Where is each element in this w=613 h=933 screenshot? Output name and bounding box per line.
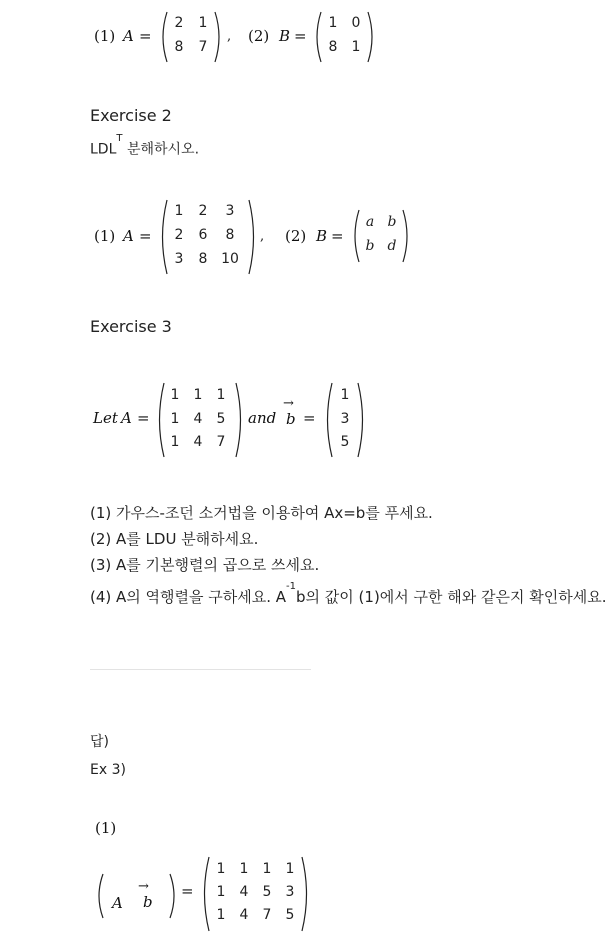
and-word: and	[248, 409, 277, 427]
matrix-cell: b	[387, 214, 397, 230]
equals-sign: =	[181, 882, 194, 900]
label-part-1: (1)	[94, 227, 116, 245]
matrix-cell: 5	[216, 411, 226, 427]
matrix-cell: 10	[221, 251, 239, 267]
matrix-cell: 7	[198, 39, 208, 55]
matrix-cell: 7	[216, 434, 226, 450]
matrix-cell: 3	[285, 884, 295, 900]
vector-arrow: →	[138, 879, 149, 894]
matrix-cell: b	[365, 238, 375, 254]
matrix-cell: 4	[193, 411, 203, 427]
matrix-cell: 1	[198, 15, 208, 31]
matrix-cell: 3	[225, 203, 235, 219]
matrix-cell: 8	[198, 251, 208, 267]
answer-heading: 답)	[90, 734, 109, 750]
matrix-cell: 1	[216, 861, 226, 877]
matrix-cell: 8	[174, 39, 184, 55]
label-part-1: (1)	[94, 27, 116, 45]
matrix-cell: 7	[262, 907, 272, 923]
matrix-cell: 6	[198, 227, 208, 243]
vector-cell: 5	[340, 434, 350, 450]
comma: ,	[227, 29, 232, 44]
matrix-cell: 4	[239, 884, 249, 900]
right-paren	[300, 855, 312, 933]
matrix-cell: 1	[351, 39, 361, 55]
label-part-2: (2)	[285, 227, 307, 245]
matrix-cell: 2	[198, 203, 208, 219]
matrix-cell: d	[387, 238, 397, 254]
vector-cell: 3	[340, 411, 350, 427]
equals-sign: =	[139, 27, 152, 45]
inverse-superscript: -1	[286, 581, 297, 592]
vector-cell: 1	[340, 387, 350, 403]
matrix-cell: 4	[239, 907, 249, 923]
instruction-text: LDL	[90, 141, 117, 158]
equals-sign: =	[139, 227, 152, 245]
task-text: (4) A의 역행렬을 구하세요. A	[90, 588, 287, 606]
matrix-cell: 1	[170, 434, 180, 450]
answer-part-label: (1)	[95, 819, 117, 837]
label-part-2: (2)	[248, 27, 270, 45]
equals-sign: =	[294, 27, 307, 45]
matrix-var-A: A	[123, 227, 134, 245]
matrix-cell: 1	[262, 861, 272, 877]
matrix-var-B: B	[279, 27, 291, 45]
instruction-text: 분해하시오.	[122, 141, 200, 158]
comma: ,	[260, 229, 265, 244]
vector-var-b: b	[143, 893, 153, 911]
exercise-2-instruction	[90, 133, 200, 160]
matrix-cell: 2	[174, 227, 184, 243]
matrix-var-A: A	[123, 27, 134, 45]
matrix-cell: 8	[225, 227, 235, 243]
right-paren	[213, 10, 225, 64]
matrix-cell: 3	[174, 251, 184, 267]
answer-subheading: Ex 3)	[90, 762, 126, 778]
section-divider	[90, 669, 311, 670]
matrix-cell: 4	[193, 434, 203, 450]
matrix-cell: 1	[216, 907, 226, 923]
matrix-cell: 0	[351, 15, 361, 31]
matrix-cell: 1	[328, 15, 338, 31]
left-paren	[93, 872, 105, 920]
matrix-cell: 1	[193, 387, 203, 403]
task-item: (2) A를 LDU 분해하세요.	[90, 530, 259, 548]
vector-arrow: →	[283, 396, 294, 411]
equals-sign: =	[137, 409, 150, 427]
matrix-cell: a	[365, 214, 375, 230]
matrix-cell: 1	[170, 387, 180, 403]
transpose-superscript: T	[116, 133, 123, 144]
right-paren	[168, 872, 180, 920]
exercise-3-heading: Exercise 3	[90, 317, 172, 336]
matrix-cell: 1	[239, 861, 249, 877]
equals-sign: =	[331, 227, 344, 245]
task-item: (3) A를 기본행렬의 곱으로 쓰세요.	[90, 556, 320, 574]
matrix-cell: 1	[285, 861, 295, 877]
matrix-cell: 1	[216, 884, 226, 900]
matrix-var-A: A	[121, 409, 132, 427]
matrix-cell: 1	[216, 387, 226, 403]
matrix-cell: 2	[174, 15, 184, 31]
right-paren	[356, 381, 368, 459]
matrix-var-A: A	[112, 894, 123, 912]
matrix-cell: 1	[174, 203, 184, 219]
matrix-cell: 1	[170, 411, 180, 427]
matrix-cell: 5	[285, 907, 295, 923]
right-paren	[234, 381, 246, 459]
right-paren	[366, 10, 378, 64]
matrix-cell: 5	[262, 884, 272, 900]
right-paren	[247, 198, 259, 276]
task-text: b의 값이 (1)에서 구한 해와 같은지 확인하세요.	[296, 588, 607, 606]
task-item: (1) 가우스-조던 소거법을 이용하여 Ax=b를 푸세요.	[90, 504, 433, 522]
task-item	[90, 581, 607, 607]
vector-var-b: b	[286, 410, 296, 428]
right-paren	[401, 208, 413, 264]
equals-sign: =	[303, 409, 316, 427]
exercise-2-heading: Exercise 2	[90, 106, 172, 125]
matrix-var-B: B	[316, 227, 328, 245]
matrix-cell: 8	[328, 39, 338, 55]
let-word: Let	[93, 409, 118, 427]
